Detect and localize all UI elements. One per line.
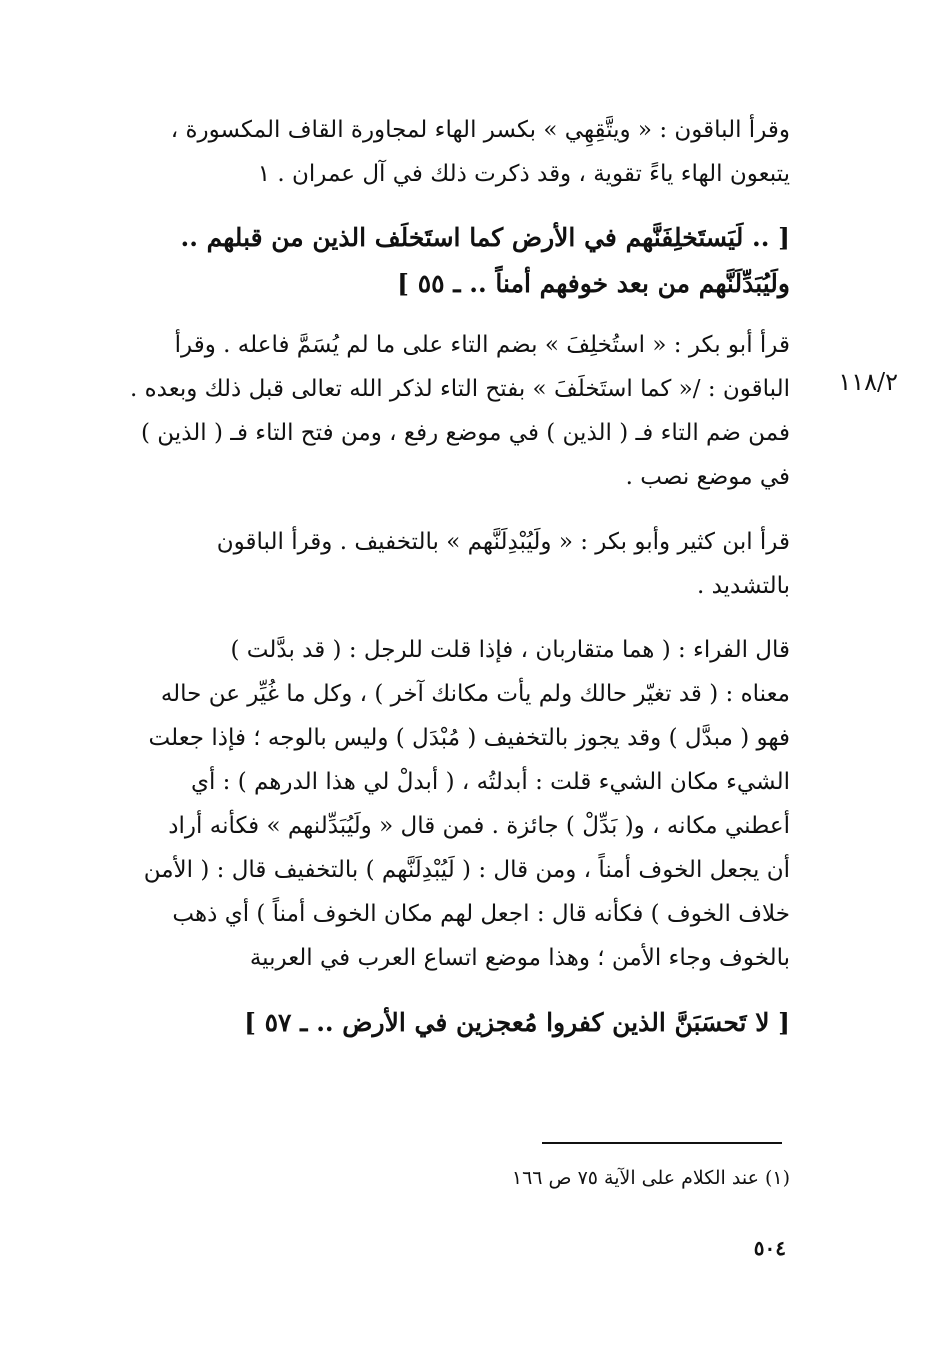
text-line: قرأ أبو بكر : « استُخلِفَ » بضم التاء على ما لم يُسَمَّ فاعله . وقرأ bbox=[174, 332, 790, 358]
text-line: فهو ( مبدَّل ) وقد يجوز بالتخفيف ( مُبْدَل ) وليس بالوجه ؛ فإذا جعلت bbox=[148, 725, 790, 751]
text-line: أعطني مكانه ، و( بَدِّلْ ) جائزة . فمن قال « ولَيُبَدِّلنهم » فكأنه أراد bbox=[168, 813, 790, 839]
text-line: قرأ ابن كثير وأبو بكر : « ولَيُبْدِلَنَّهم » بالتخفيف . وقرأ الباقون bbox=[216, 529, 790, 555]
text-line: خلاف الخوف ) فكأنه قال : اجعل لهم مكان الخوف أمناً ) أي ذهب bbox=[172, 901, 790, 927]
paragraph-readers-1 bbox=[130, 108, 790, 196]
quran-verse-55 bbox=[130, 215, 790, 307]
margin-reference: ١١٨/٢ bbox=[838, 368, 898, 396]
text-line: يتبعون الهاء ياءً تقوية ، وقد ذكرت ذلك في آل عمران . ١ bbox=[257, 161, 790, 187]
footnote: (١) عند الكلام على الآية ٧٥ ص ١٦٦ bbox=[511, 1167, 790, 1189]
verse-line: [ لا تَحسَبَنَّ الذين كفروا مُعجزين في الأرض .. ـ ٥٧ ] bbox=[244, 1008, 790, 1037]
text-line: في موضع نصب . bbox=[625, 464, 790, 490]
paragraph-farra bbox=[130, 628, 790, 980]
verse-line: [ .. لَيَستَخلِفَنَّهم في الأرض كما استَخلَف الذين من قبلهم .. bbox=[180, 223, 790, 252]
text-line: الباقون : /« كما استَخلَفَ » بفتح التاء لذكر الله تعالى قبل ذلك وبعده . bbox=[130, 376, 790, 402]
text-line: بالتشديد . bbox=[696, 573, 790, 599]
footnote-divider bbox=[542, 1142, 782, 1144]
text-line: الشيء مكان الشيء قلت : أبدلتُه ، ( أبدلْ لي هذا الدرهم ) : أي bbox=[190, 769, 790, 795]
text-line: فمن ضم التاء فـ ( الذين ) في موضع رفع ، ومن فتح التاء فـ ( الذين ) bbox=[141, 420, 790, 446]
page-number: ٥٠٤ bbox=[753, 1236, 786, 1260]
verse-line: ولَيُبَدِّلَنَّهم من بعد خوفهم أمناً .. ـ ٥٥ ] bbox=[397, 269, 790, 298]
quran-verse-57 bbox=[130, 1000, 790, 1046]
text-line: أن يجعل الخوف أمناً ، ومن قال : ( لَيُبْدِلَنَّهم ) بالتخفيف قال : ( الأمن bbox=[143, 857, 790, 883]
text-line: قال الفراء : ( هما متقاربان ، فإذا قلت للرجل : ( قد بدَّلت ) bbox=[230, 637, 790, 663]
text-line: وقرأ الباقون : « ويتَّقِهِي » بكسر الهاء لمجاورة القاف المكسورة ، bbox=[170, 117, 790, 143]
paragraph-readers-2 bbox=[130, 323, 790, 499]
paragraph-readers-3 bbox=[130, 520, 790, 608]
text-line: بالخوف وجاء الأمن ؛ وهذا موضع اتساع العرب في العربية bbox=[249, 945, 790, 971]
text-line: معناه : ( قد تغيّر حالك ولم يأت مكانك آخر ) ، وكل ما غُيِّر عن حاله bbox=[160, 681, 790, 707]
